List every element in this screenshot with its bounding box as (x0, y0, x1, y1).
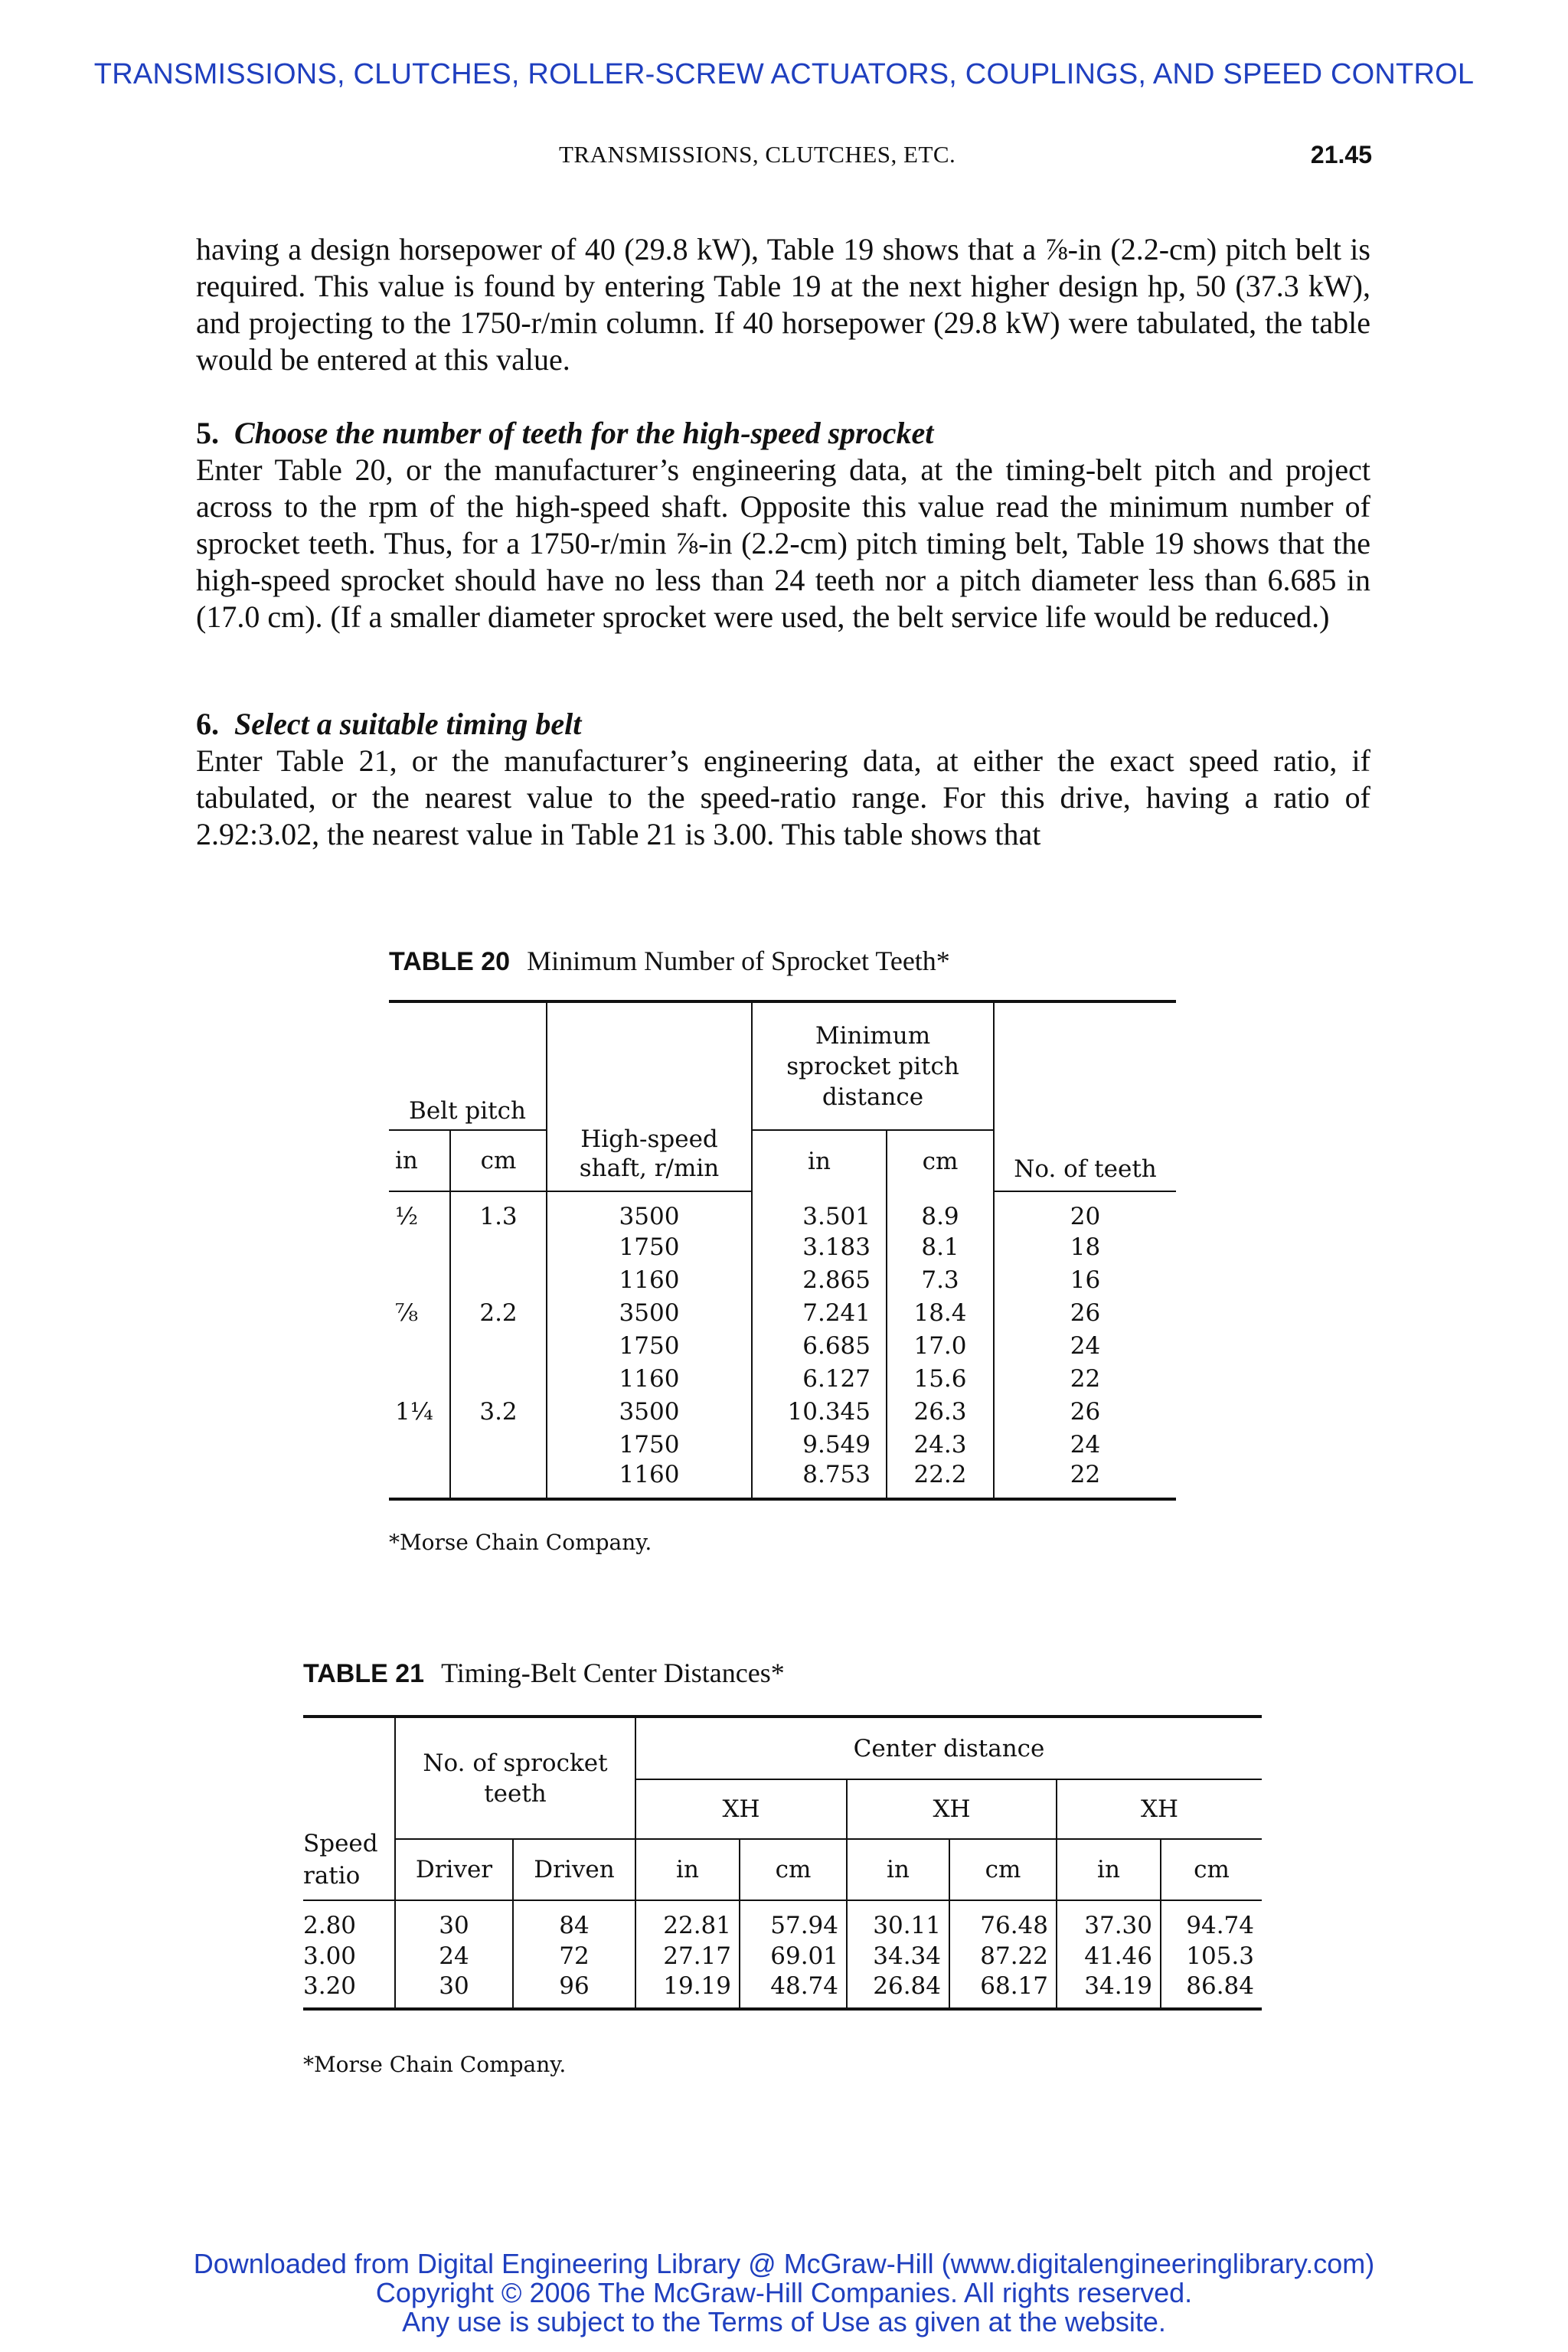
table-cell: 22 (994, 1461, 1176, 1499)
table-row (389, 1395, 1176, 1428)
table-21-footnote: *Morse Chain Company. (303, 2052, 567, 2077)
table-cell: 26 (1070, 1298, 1101, 1327)
table-row (389, 1296, 1176, 1329)
table-21-title: Timing-Belt Center Distances* (441, 1658, 785, 1688)
table-row (389, 1362, 1176, 1395)
table-cell: 37.30 (1057, 1900, 1161, 1939)
table-cell (450, 1263, 547, 1296)
table-cell: 69.01 (740, 1939, 847, 1972)
table-cell (389, 1362, 450, 1395)
table-cell (450, 1428, 547, 1461)
table-cell (450, 1362, 547, 1395)
table-cell: 2.865 (752, 1263, 887, 1296)
table-21-label: TABLE 21 (303, 1659, 425, 1688)
xh3-in-header: in (1057, 1839, 1161, 1900)
table-cell: ½ (389, 1191, 450, 1230)
page-number: 21.45 (1310, 141, 1372, 168)
table-row (389, 1461, 1176, 1499)
table-cell: 24 (1070, 1331, 1101, 1360)
table-cell: 22.2 (887, 1461, 994, 1499)
table-cell: 86.84 (1161, 1972, 1262, 2009)
table-row (389, 1329, 1176, 1362)
table-cell (389, 1428, 450, 1461)
table-cell: 10.345 (752, 1395, 887, 1428)
footer-download-line: Downloaded from Digital Engineering Library @ McGraw-Hill (www.digitalengineeringlibrary.com) (193, 2248, 1375, 2279)
table-cell: 18 (1070, 1233, 1101, 1261)
table-cell: 27.17 (635, 1939, 740, 1972)
table-cell: 3.20 (303, 1972, 395, 2009)
step-5-text: Enter Table 20, or the manufacturer’s engineering data, at the timing-belt pitch and project across to the rpm of the high-speed shaft. Opposite this value read the minimum number of sprocket teeth. Thus, for a 1750-r/min ⅞-in (2.2-cm) pitch timing belt, Table 19 shows that the high-speed sprocket should have no less than 24 teeth nor a pitch diameter less than 6.685 in (17.0 cm). (If a smaller diameter sprocket were used, the belt service life would be reduced.) (196, 452, 1370, 634)
chapter-banner: TRANSMISSIONS, CLUTCHES, ROLLER-SCREW ACTUATORS, COUPLINGS, AND SPEED CONTROL (93, 58, 1475, 90)
xh-header-2: XH (847, 1779, 1057, 1839)
table-cell: 57.94 (740, 1900, 847, 1939)
belt-pitch-header: Belt pitch (389, 1001, 547, 1130)
table-cell: 3500 (547, 1296, 752, 1329)
footer (0, 2249, 1568, 2337)
table-row (389, 1428, 1176, 1461)
table-row (389, 1263, 1176, 1296)
table-cell: ⅞ (389, 1296, 450, 1329)
table-cell: 1750 (547, 1428, 752, 1461)
table-21-caption (303, 1657, 785, 1689)
step-6-title: Select a suitable timing belt (234, 707, 582, 741)
table-cell: 30 (395, 1972, 513, 2009)
xh-header-3: XH (1057, 1779, 1262, 1839)
belt-cm-header: cm (450, 1130, 547, 1191)
table-cell: 84 (513, 1900, 635, 1939)
xh2-in-header: in (847, 1839, 949, 1900)
table-cell: 96 (513, 1972, 635, 2009)
paragraph-text: having a design horsepower of 40 (29.8 kW), Table 19 shows that a ⅞-in (2.2-cm) pitch belt is required. This value is found by entering Table 19 at the next higher design hp, 50 (37.3 kW), and projecting to the 1750-r/min column. If 40 horsepower (29.8 kW) were tabulated, the table would be entered at this value. (196, 232, 1370, 377)
table-cell: 1160 (547, 1461, 752, 1499)
table-cell: 87.22 (949, 1939, 1057, 1972)
table-cell: 34.19 (1057, 1972, 1161, 2009)
table-cell: 24 (1070, 1430, 1101, 1459)
table-cell: 26.84 (847, 1972, 949, 2009)
table-cell: 1750 (547, 1329, 752, 1362)
table-row (303, 1939, 1262, 1972)
table-cell: 3.183 (752, 1230, 887, 1263)
table-cell: 26.3 (887, 1395, 994, 1428)
table-cell: 30 (395, 1900, 513, 1939)
table-cell (450, 1329, 547, 1362)
step-5-title: Choose the number of teeth for the high-speed sprocket (234, 416, 934, 450)
footer-copyright-line: Copyright © 2006 The McGraw-Hill Companies. All rights reserved. (375, 2277, 1193, 2308)
table-cell: 3.2 (450, 1395, 547, 1428)
step-5-section (196, 415, 1370, 635)
table-20-title: Minimum Number of Sprocket Teeth* (527, 946, 950, 976)
table-row (389, 1191, 1176, 1230)
xh3-cm-header: cm (1161, 1839, 1262, 1900)
min-distance-header: Minimum sprocket pitch distance (752, 1001, 994, 1130)
dist-in-header: in (752, 1130, 887, 1191)
step-6-heading (196, 706, 1370, 743)
table-cell: 18.4 (887, 1296, 994, 1329)
table-cell: 3500 (547, 1191, 752, 1230)
table-cell (389, 1329, 450, 1362)
table-cell: 30.11 (847, 1900, 949, 1939)
step-5-number: 5. (196, 416, 219, 450)
table-cell: 22 (1070, 1364, 1101, 1393)
table-row (303, 1900, 1262, 1939)
table-cell: 17.0 (887, 1329, 994, 1362)
teeth-header: No. of teeth (994, 1001, 1176, 1191)
shaft-header: High-speed shaft, r/min (547, 1001, 752, 1191)
table-cell: 26 (1070, 1397, 1101, 1426)
table-cell (450, 1230, 547, 1263)
table-cell: 6.127 (752, 1362, 887, 1395)
paragraph-intro (196, 231, 1370, 378)
table-row (389, 1230, 1176, 1263)
table-cell: 8.9 (887, 1191, 994, 1230)
driven-header: Driven (513, 1839, 635, 1900)
table-cell: 1.3 (450, 1191, 547, 1230)
table-cell: 16 (1070, 1266, 1101, 1294)
table-cell: 94.74 (1186, 1912, 1254, 1939)
footer-terms-line: Any use is subject to the Terms of Use as given at the website. (402, 2306, 1166, 2337)
table-cell: 15.6 (887, 1362, 994, 1395)
table-cell: 2.80 (303, 1900, 395, 1939)
table-21 (303, 1715, 1262, 2011)
xh1-cm-header: cm (740, 1839, 847, 1900)
table-cell (389, 1461, 450, 1499)
table-cell: 7.241 (752, 1296, 887, 1329)
table-cell: 76.48 (949, 1900, 1057, 1939)
speed-ratio-header: Speed ratio (303, 1717, 395, 1900)
table-row (303, 1972, 1262, 2009)
table-cell (389, 1230, 450, 1263)
step-5-heading (196, 415, 1370, 452)
table-cell: 3500 (547, 1395, 752, 1428)
table-cell: 34.34 (847, 1939, 949, 1972)
sprocket-teeth-header: No. of sprocket teeth (395, 1717, 635, 1839)
table-cell: 22.81 (635, 1900, 740, 1939)
table-cell: 1160 (547, 1362, 752, 1395)
step-6-number: 6. (196, 707, 219, 741)
table-cell: 7.3 (887, 1263, 994, 1296)
table-cell: 3.501 (752, 1191, 887, 1230)
table-cell: 68.17 (949, 1972, 1057, 2009)
step-6-section (196, 706, 1370, 853)
step-6-text: Enter Table 21, or the manufacturer’s engineering data, at either the exact speed ratio, if tabulated, or the nearest value to the speed-ratio range. For this drive, having a ratio of 2.92:3.02, the nearest value in Table 21 is 3.00. This table shows that (196, 743, 1370, 851)
table-cell: 72 (513, 1939, 635, 1972)
xh-header-1: XH (635, 1779, 847, 1839)
table-cell: 1160 (547, 1263, 752, 1296)
belt-in-header: in (389, 1130, 450, 1191)
table-20-footnote: *Morse Chain Company. (389, 1530, 652, 1555)
table-cell: 48.74 (740, 1972, 847, 2009)
table-cell: 6.685 (752, 1329, 887, 1362)
table-cell: 24.3 (887, 1428, 994, 1461)
table-cell: 3.00 (303, 1939, 395, 1972)
driver-header: Driver (395, 1839, 513, 1900)
table-cell: 2.2 (450, 1296, 547, 1329)
table-cell (389, 1263, 450, 1296)
table-cell: 8.753 (752, 1461, 887, 1499)
table-cell: 24 (395, 1939, 513, 1972)
table-cell: 20 (1070, 1203, 1101, 1230)
table-cell: 8.1 (887, 1230, 994, 1263)
running-head-title: TRANSMISSIONS, CLUTCHES, ETC. (559, 141, 956, 168)
table-cell: 19.19 (635, 1972, 740, 2009)
table-cell: 1750 (547, 1230, 752, 1263)
xh1-in-header: in (635, 1839, 740, 1900)
xh2-cm-header: cm (949, 1839, 1057, 1900)
center-distance-header: Center distance (635, 1717, 1262, 1779)
table-20-label: TABLE 20 (389, 947, 511, 976)
dist-cm-header: cm (887, 1130, 994, 1191)
table-20-caption (389, 945, 950, 977)
table-20 (389, 1000, 1176, 1501)
table-cell: 1¼ (389, 1395, 450, 1428)
table-cell: 41.46 (1057, 1939, 1161, 1972)
table-cell (450, 1461, 547, 1499)
table-cell: 9.549 (752, 1428, 887, 1461)
table-cell: 105.3 (1186, 1942, 1254, 1970)
